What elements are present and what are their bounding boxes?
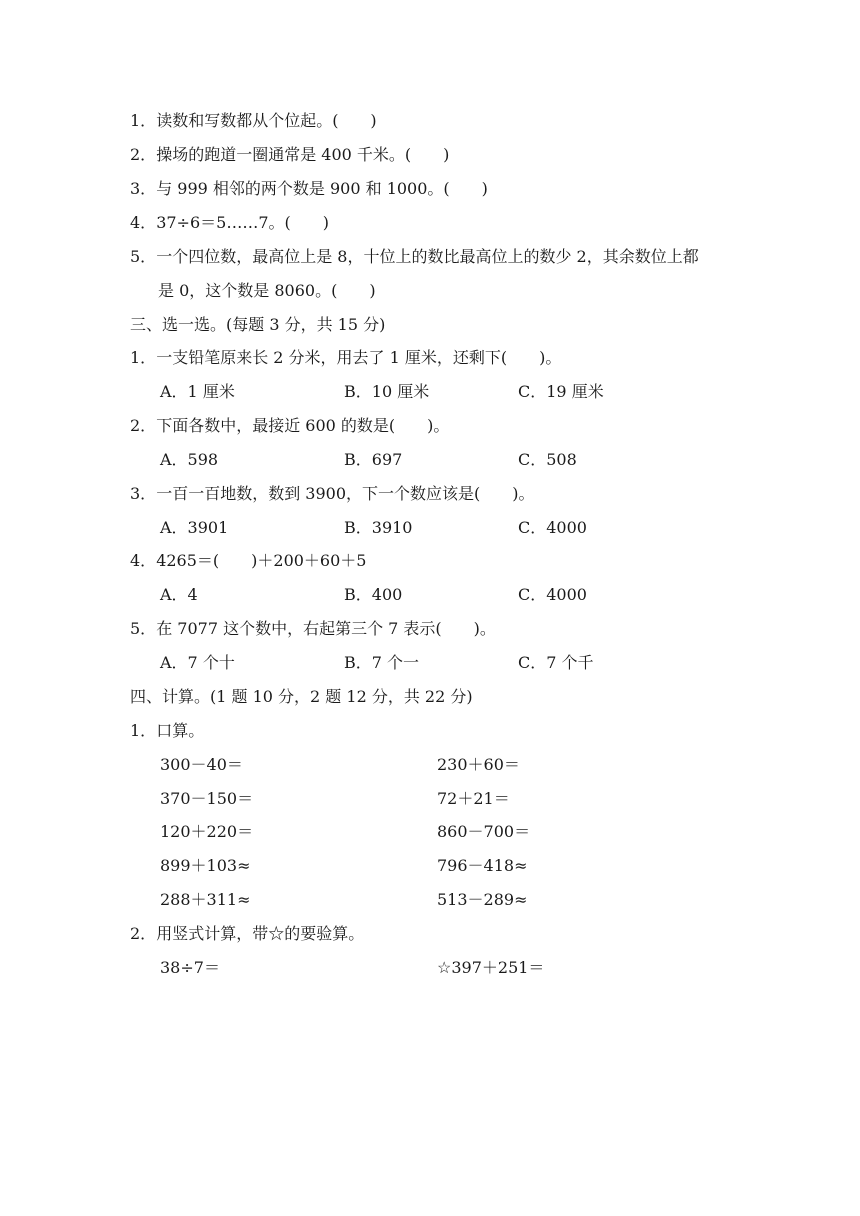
option-a: A．3901 <box>160 518 229 537</box>
option-a: A．598 <box>160 450 219 469</box>
mental-calc-item: 288＋311≈ <box>160 890 251 909</box>
calc-question-1 <box>130 721 204 741</box>
calc-question-2 <box>130 924 364 944</box>
vertical-calc-item: 38÷7＝ <box>160 958 220 977</box>
option-c: C．508 <box>518 450 577 469</box>
section-3-heading: 三、选一选。(每题 3 分，共 15 分) <box>130 315 386 334</box>
judge-item-1 <box>130 111 377 131</box>
question-number: 2． <box>130 416 157 435</box>
choice-question-3 <box>130 484 534 504</box>
item-text: 一个四位数，最高位上是 8，十位上的数比最高位上的数少 2，其余数位上都 <box>156 247 699 266</box>
question-text: 下面各数中，最接近 600 的数是( )。 <box>156 416 450 435</box>
option-c: C．4000 <box>518 518 587 537</box>
question-text: 一百一百地数，数到 3900，下一个数应该是( )。 <box>156 484 535 503</box>
option-b: B．10 厘米 <box>344 382 430 401</box>
item-number: 3． <box>130 179 157 198</box>
question-text: 4265＝( )＋200＋60＋5 <box>156 551 367 570</box>
mental-calc-item: 300－40＝ <box>160 755 243 774</box>
judge-item-3 <box>130 179 488 199</box>
item-text: 37÷6＝5……7。( ) <box>156 213 329 232</box>
option-b: B．697 <box>344 450 403 469</box>
question-text: 口算。 <box>156 721 205 740</box>
question-number: 1． <box>130 348 157 367</box>
mental-calc-item: 230＋60＝ <box>437 755 520 774</box>
question-number: 1． <box>130 721 157 740</box>
item-number: 5． <box>130 247 157 266</box>
choice-question-4 <box>130 551 366 571</box>
mental-calc-item: 796－418≈ <box>437 856 528 875</box>
option-b: B．7 个一 <box>344 653 420 672</box>
question-number: 4． <box>130 551 157 570</box>
option-a: A．1 厘米 <box>160 382 235 401</box>
question-text: 在 7077 这个数中，右起第三个 7 表示( )。 <box>156 619 496 638</box>
choice-question-1 <box>130 348 561 368</box>
judge-item-2 <box>130 145 449 165</box>
option-c: C．19 厘米 <box>518 382 604 401</box>
option-c: C．7 个千 <box>518 653 594 672</box>
mental-calc-item: 72＋21＝ <box>437 789 510 808</box>
mental-calc-item: 120＋220＝ <box>160 822 254 841</box>
mental-calc-item: 370－150＝ <box>160 789 254 808</box>
vertical-calc-item: ☆397＋251＝ <box>437 958 545 977</box>
section-4-heading: 四、计算。(1 题 10 分，2 题 12 分，共 22 分) <box>130 687 473 706</box>
option-b: B．3910 <box>344 518 413 537</box>
item-number: 2． <box>130 145 157 164</box>
question-text: 一支铅笔原来长 2 分米，用去了 1 厘米，还剩下( )。 <box>156 348 562 367</box>
question-number: 3． <box>130 484 157 503</box>
mental-calc-item: 513－289≈ <box>437 890 528 909</box>
item-text: 读数和写数都从个位起。( ) <box>156 111 377 130</box>
choice-question-5 <box>130 619 496 639</box>
item-number: 4． <box>130 213 157 232</box>
item-number: 1． <box>130 111 157 130</box>
judge-item-5 <box>130 247 699 267</box>
mental-calc-item: 899＋103≈ <box>160 856 251 875</box>
item-text: 与 999 相邻的两个数是 900 和 1000。( ) <box>156 179 488 198</box>
option-a: A．4 <box>160 585 198 604</box>
item-text: 操场的跑道一圈通常是 400 千米。( ) <box>156 145 450 164</box>
option-a: A．7 个十 <box>160 653 235 672</box>
question-number: 2． <box>130 924 157 943</box>
mental-calc-item: 860－700＝ <box>437 822 531 841</box>
judge-item-4 <box>130 213 329 233</box>
choice-question-2 <box>130 416 449 436</box>
question-text: 用竖式计算，带☆的要验算。 <box>156 924 365 943</box>
judge-item-5-continuation: 是 0，这个数是 8060。( ) <box>158 281 376 300</box>
option-c: C．4000 <box>518 585 587 604</box>
question-number: 5． <box>130 619 157 638</box>
option-b: B．400 <box>344 585 403 604</box>
